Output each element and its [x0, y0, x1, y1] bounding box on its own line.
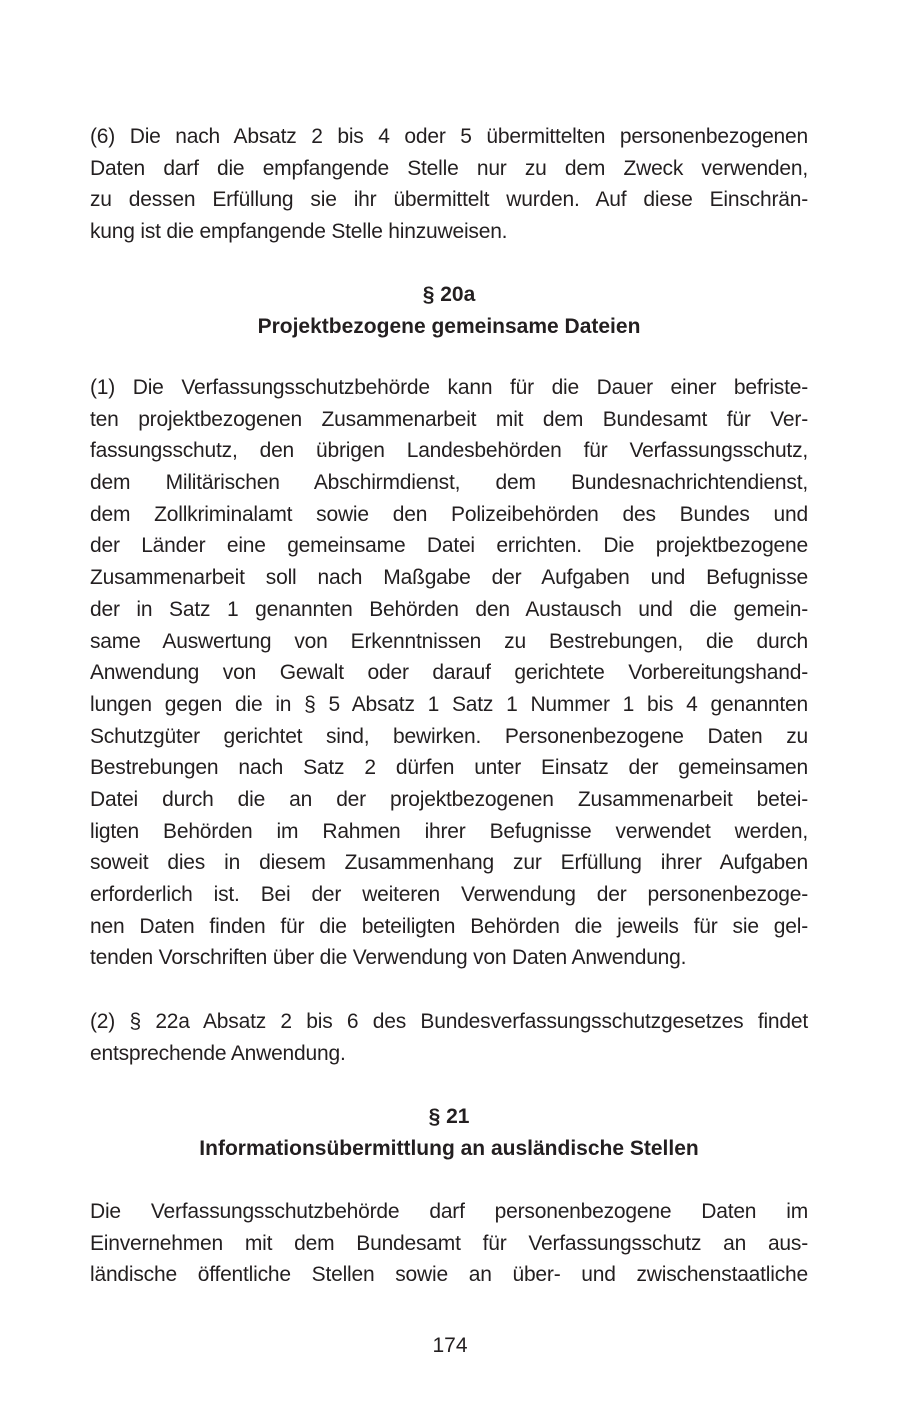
text-line: fassungsschutz, den übrigen Landesbehörden für Verfassungsschutz,: [90, 439, 808, 463]
text-line: ten projektbezogenen Zusammenarbeit mit dem Bundesamt für Ver-: [90, 407, 808, 431]
text-line: ligten Behörden im Rahmen ihrer Befugnisse verwendet werden,: [90, 819, 808, 843]
text-line: lungen gegen die in § 5 Absatz 1 Satz 1 Nummer 1 bis 4 genannten: [90, 692, 808, 716]
text-line: der in Satz 1 genannten Behörden den Austausch und die gemein-: [90, 597, 808, 621]
text-line: kung ist die empfangende Stelle hinzuweisen.: [90, 220, 508, 244]
text-line: tenden Vorschriften über die Verwendung von Daten Anwendung.: [90, 946, 687, 970]
text-line: Die Verfassungsschutzbehörde darf personenbezogene Daten im: [90, 1200, 808, 1223]
text-line: (1) Die Verfassungsschutzbehörde kann für die Dauer einer befriste-: [90, 376, 808, 399]
text-line: nen Daten finden für die beteiligten Behörden die jeweils für sie gel-: [90, 914, 808, 938]
text-line: (2) § 22a Absatz 2 bis 6 des Bundesverfassungsschutzgesetzes findet: [90, 1010, 808, 1033]
paragraph: [90, 372, 808, 974]
text-line: zu dessen Erfüllung sie ihr übermittelt wurden. Auf diese Einschrän-: [90, 188, 808, 212]
text-line: Anwendung von Gewalt oder darauf gerichtete Vorbereitungshand-: [90, 661, 808, 685]
text-line: dem Militärischen Abschirmdienst, dem Bundesnachrichtendienst,: [90, 471, 808, 495]
paragraph: [90, 121, 808, 248]
text-line: Daten darf die empfangende Stelle nur zu dem Zweck verwenden,: [90, 156, 808, 180]
text-line: Einvernehmen mit dem Bundesamt für Verfassungsschutz an aus-: [90, 1231, 808, 1255]
section-title: Informationsübermittlung an ausländische Stellen: [199, 1137, 699, 1160]
text-line: Bestrebungen nach Satz 2 dürfen unter Einsatz der gemeinsamen: [90, 756, 808, 780]
page-number: 174: [432, 1334, 468, 1357]
section-number: § 20a: [422, 283, 476, 306]
text-line: dem Zollkriminalamt sowie den Polizeibehörden des Bundes und: [90, 502, 808, 526]
paragraph: [90, 1196, 808, 1291]
section-title: Projektbezogene gemeinsame Dateien: [257, 315, 641, 338]
section-heading: [90, 1101, 808, 1165]
text-line: erforderlich ist. Bei der weiteren Verwendung der personenbezoge-: [90, 883, 808, 906]
section-number: § 21: [428, 1105, 470, 1128]
text-line: same Auswertung von Erkenntnissen zu Bestrebungen, die durch: [90, 629, 808, 653]
text-line: soweit dies in diesem Zusammenhang zur Erfüllung ihrer Aufgaben: [90, 851, 808, 875]
text-line: (6) Die nach Absatz 2 bis 4 oder 5 übermittelten personenbezogenen: [90, 125, 808, 148]
section-heading: [90, 279, 808, 343]
text-line: der Länder eine gemeinsame Datei errichten. Die projektbezogene: [90, 534, 808, 558]
text-line: entsprechende Anwendung.: [90, 1041, 346, 1065]
text-line: Zusammenarbeit soll nach Maßgabe der Aufgaben und Befugnisse: [90, 566, 808, 590]
text-line: ländische öffentliche Stellen sowie an über- und zwischenstaatliche: [90, 1263, 808, 1287]
text-line: Schutzgüter gerichtet sind, bewirken. Personenbezogene Daten zu: [90, 724, 808, 748]
text-line: Datei durch die an der projektbezogenen Zusammenarbeit betei-: [90, 787, 808, 811]
paragraph: [90, 1006, 808, 1069]
